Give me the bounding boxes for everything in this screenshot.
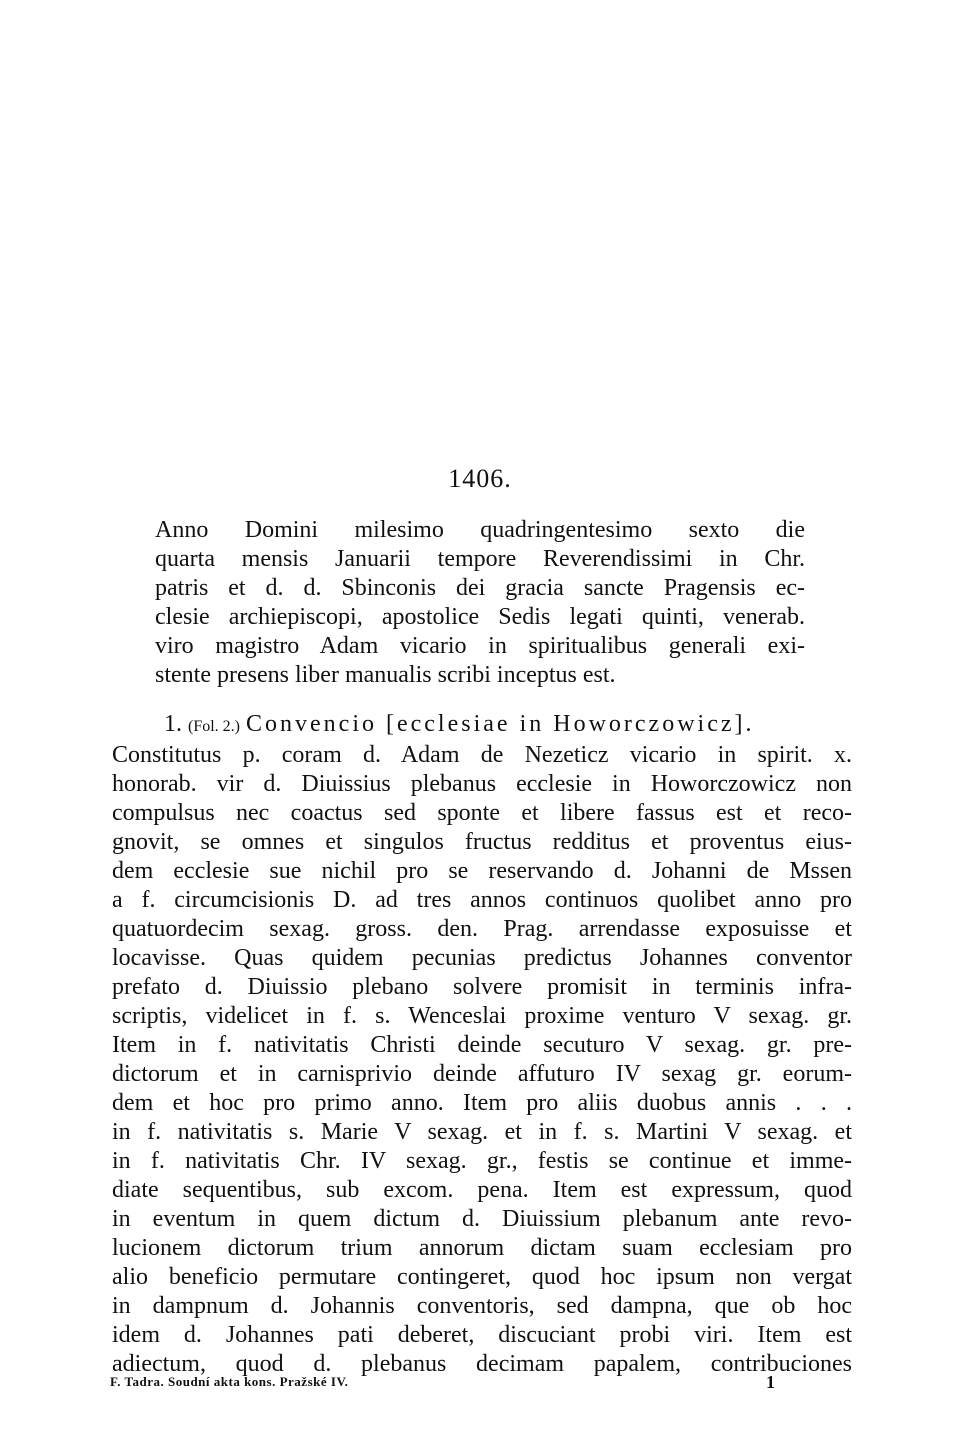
entry-line: gnovit, se omnes et singulos fructus redditus et proventus eius- xyxy=(112,829,852,855)
intro-line: Anno Domini milesimo quadringentesimo sexto die xyxy=(155,517,805,543)
entry-heading-line xyxy=(112,710,852,741)
entry-line: adiectum, quod d. plebanus decimam papalem, contribuciones xyxy=(112,1351,852,1377)
entry-line: lucionem dictorum trium annorum dictam suam ecclesiam pro xyxy=(112,1235,852,1261)
entry-line: locavisse. Quas quidem pecunias predictus Johannes conventor xyxy=(112,945,852,971)
entry-line: a f. circumcisionis D. ad tres annos continuos quolibet anno pro xyxy=(112,887,852,913)
entry-number: 1. xyxy=(164,711,182,737)
entry-line: dem ecclesie sue nichil pro se reservando d. Johanni de Mssen xyxy=(112,858,852,884)
entry-line: dem et hoc pro primo anno. Item pro aliis duobus annis . . . xyxy=(112,1090,852,1116)
intro-line: clesie archiepiscopi, apostolice Sedis legati quinti, venerab. xyxy=(155,604,805,630)
entry-paragraph xyxy=(112,710,852,1379)
intro-paragraph xyxy=(155,516,805,690)
entry-line: alio beneficio permutare contingeret, quod hoc ipsum non vergat xyxy=(112,1264,852,1290)
entry-line: compulsus nec coactus sed sponte et libere fassus est et reco- xyxy=(112,800,852,826)
footer-sheet-number: 1 xyxy=(766,1372,775,1392)
intro-line: quarta mensis Januarii tempore Reverendissimi in Chr. xyxy=(155,546,805,572)
intro-line: patris et d. d. Sbinconis dei gracia sancte Pragensis ec- xyxy=(155,575,805,601)
intro-line: stente presens liber manualis scribi inceptus est. xyxy=(155,662,616,688)
entry-line: quatuordecim sexag. gross. den. Prag. arrendasse exposuisse et xyxy=(112,916,852,942)
entry-line: scriptis, videlicet in f. s. Wenceslai proxime venturo V sexag. gr. xyxy=(112,1003,852,1029)
footer-source: F. Tadra. Soudní akta kons. Pražské IV. xyxy=(110,1374,349,1389)
entry-line: in f. nativitatis Chr. IV sexag. gr., festis se continue et imme- xyxy=(112,1148,852,1174)
entry-line: Item in f. nativitatis Christi deinde secuturo V sexag. gr. pre- xyxy=(112,1032,852,1058)
entry-line: Constitutus p. coram d. Adam de Nezeticz vicario in spirit. x. xyxy=(112,742,852,768)
entry-line: diate sequentibus, sub excom. pena. Item est expressum, quod xyxy=(112,1177,852,1203)
entry-line: prefato d. Diuissio plebano solvere promisit in terminis infra- xyxy=(112,974,852,1000)
year-heading: 1406. xyxy=(448,464,512,493)
entry-line: idem d. Johannes pati deberet, discuciant probi viri. Item est xyxy=(112,1322,852,1348)
entry-line: honorab. vir d. Diuissius plebanus ecclesie in Howorczowicz non xyxy=(112,771,852,797)
entry-title: Convencio [ecclesiae in Howorczowicz]. xyxy=(246,711,755,737)
entry-line: dictorum et in carnisprivio deinde affuturo IV sexag gr. eorum- xyxy=(112,1061,852,1087)
folio-reference: (Fol. 2.) xyxy=(188,718,240,735)
entry-line: in f. nativitatis s. Marie V sexag. et in f. s. Martini V sexag. et xyxy=(112,1119,852,1145)
entry-line: in dampnum d. Johannis conventoris, sed dampna, que ob hoc xyxy=(112,1293,852,1319)
entry-line: in eventum in quem dictum d. Diuissium plebanum ante revo- xyxy=(112,1206,852,1232)
intro-line: viro magistro Adam vicario in spiritualibus generali exi- xyxy=(155,633,805,659)
